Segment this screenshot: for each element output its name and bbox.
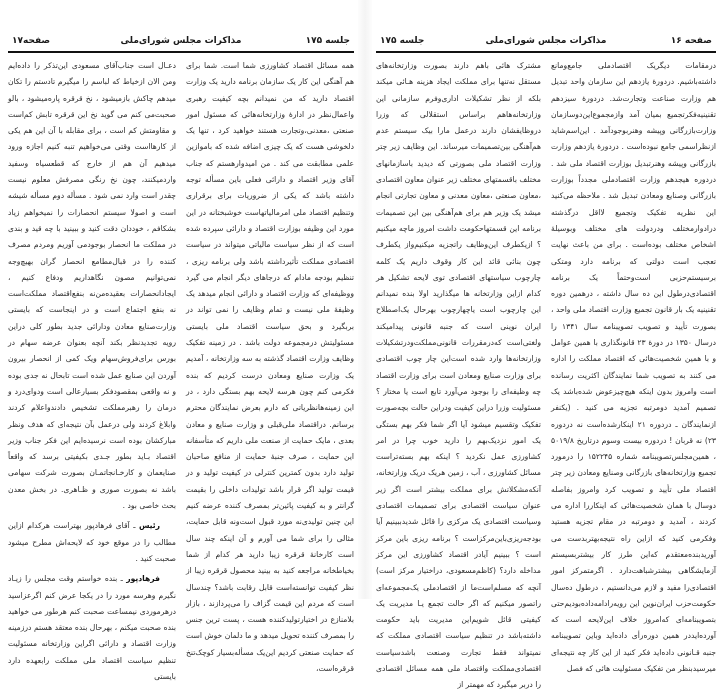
running-title: مذاکرات مجلس شورای‌ملی [485,36,607,46]
paragraph: درمقامات دیگریک اقتصادملی جامع‌ومانع داشته‌باشیم. دردورهٔ یازدهم این سازمان واحد تبدیل هم وزارت صناعت وتجارت‌شد. دردورهٔ سیزدهم تقنینیه‌فکرتجمیع بمیان آمد وازمجموع‌این‌دوسازمان وزارت‌بازرگانی وپیشه وهنربوجودآمد . این‌اسم‌شاید ازنظراسمی جامع نبوده‌است . دردورهٔ یازدهم وزارت بازرگانی وپیشه وهنرتبدیل بوزارت اقتصاد ملی شد . دردوره هیجدهم وزارت اقتصادملی مجدداً بوزارت بازرگانی وصنایع ومعادن تبدیل شد . ملاحظه می‌کنید این نظریه تفکیک وتجمیع لااقل درگذشته درادوارمختلف ودردولت های مختلف وبوسیلهٔ اشخاص مختلف بوده‌است . برای من باعث نهایت تعجب است دولتی که برنامه دارد ومتکی برسیستم‌حزبی است‌وحتماً یک برنامه اقتصادی‌درطول این ده سال داشته ، درهمین دوره تقنینیه یک بار قانون تجمیع وزارت اقتصاد ملی واحد ، بصورت تأیید و تصویب تصویبنامه سال ۱۳۴۱ را درسال ۱۳۵۰ در دورهٔ ۲۳ قانونگذاری با همین عوامل و با همین شخصیت‌هائی که اقتصاد مملکت را اداره می کنند به تصویب شما نمایندگان اکثریت رسانده است وامروز بدون اینکه هیچ‌چیزعوض شده‌باشد یک تصمیم آمدید دومرتبه تجزیه می کنید . (یکنفر ازنمایندگان ـ دردوره ۲۱ اینکارشده‌است نه دردوره ۲۳) نه قربان ! دردوره بیست وسوم درتاریخ ۵۰۱۹/۸ ، همین‌مجلس‌تصویبنامه شماره ۱۵۲۲۴۵ را درمورد تجمیع وزارتخانه‌های بازرگانی وصنایع ومعادن زیر چتر اقتصاد ملی تأیید و تصویب کرد وامروز بفاصله دوسال با همان شخصیت‌هائی که اینکاررا اداره می کردند ، آمدید و دومرتبه در مقام تجزیه هستید وفکرمی کنید که ازاین راه نتیجه‌بهتربدست می آوریدبنده‌معتقدم که‌این طرز کار بیشتربسیستم آزمایشگاهی بیشترشباهت‌دارد . اگرمتمرکز امور اقتصادی‌را مفید و لازم می‌دانستیم ، درطول ده‌سال حکومت‌حزب ایران‌نوین این رویه‌رادامه‌داده‌بودیم‌حتی بتصویبنامه‌ای که‌امروز خلاف این‌لایحه است که آورده‌اید‌در همین دوره‌رأی داده‌اید وباین تصویبنامه جنبه قـانونی داده‌اید فکر کنید از این کار چه نتیجه‌ای میرسید‌بنظر من تفکیک مسئولیت هائی که فصل [551,61,716,673]
paragraph: همه مسائل اقتصاد کشاورزی شما است. شما برای هم آهنگی این کار یک سازمان برنامه دارید یک وزارت اقتصاد دارید که من نمیدانم بچه کیفیت رهبری واعمال‌نظر در ادارهٔ وزارتخانه‌هائی که مسئول امور صنعتی ،معدنی،وتجارت هستند خواهید کرد ، تنها یک دلخوشی هست که یک چیزی اضافه شده که باموازین علمی مطابقت می کند . من امیدوارهستم که جناب آقای وزیر اقتصاد و دارائی فعلی باین مسأله توجه داشته باشد که یکی از ضروریات برای برقراری وتنظیم اقتصاد ملی امرمالیاتهاست خوشبختانه در این مورد این وظیفه بوزارت اقتصاد و دارائی سپرده شده است که از نظر سیاست مالیاتی میتواند در سیاست اقتصادی مملکت تأثیرداشته باشد ولی برنامه ریزی ، تنظیم بودجه مادام که درجاهای دیگر انجام می گیرد ووظیفه‌ای که وزارت اقتصاد و دارائی انجام میدهد یک وظیفهٔ ملی نیست و تمام وظایف را نمی تواند در بربگیرد و بحق سیاست اقتصاد ملی بایستی مسئولیتش درمجموعه دولت باشد . در زمینه تفکیک وظایف وزارت اقتصاد گذشته به سه وزارتخانه ، آمدیم یک وزارت صنایع ومعادن درست کردیم که بنده فکرمی کنم چون هرسه لایحه بهم بستگی دارد ، در این زمینه‌هانظرياتی که دارم بعرض نمایندگان محترم برسانم. دراقتصاد ملی‌قبلی و وزارت صنایع و معادن بعدی ، مایک حمایت از صنعت ملی داریم که متأسفانه این حمایت ، صرف جنبهٔ حمایت از منافع صاحبان تولید دارد بدون کمترین کنترلی در کیفیت تولید و در قیمت تولید اگر قرار باشد تولیدات داخلی را بقیمت گرانتر و به کیفیت پائین‌تر بمصرف کننده عرضه کنیم این چنین تولیدی‌نه مورد قبول است‌ونه قابل حمایت، مثالی را برای شما می آورم و آن اینکه چند سال است کارخانهٔ قرقره زیبا دارید هر کدام از شما بخیاطخانه مراجعه کنید به بینید محصول قرقره زیبا از نظر کیفیت توانسته‌است قابل رقابت باشد؟ چندسال است که مردم این قیمت گزاف را می‌پردازند ، بازار بلامنازع در اختیارتولیدکننده هست ، پست ترین جنس را بمصرف کننده تحویل میدهد و ما دلمان خوش است که حمایت صنعتی کردیم این‌یک مسأله‌بسیار کوچک‌تنخ قرقره‌است، [186,61,354,673]
column-right [186,58,354,673]
column-left [8,58,176,681]
session-number: جلسه ۱۷۵ [305,36,350,46]
speaker-exchange [8,571,176,685]
page-16 [376,0,716,690]
speech-text: ـ آقای فرهادپور بهتراست هرکدام ازاین مطالب را در موقع خود که لایحه‌اش مطرح میشود صحبت کنید . [8,521,176,563]
column-right [551,58,716,673]
page-number: صفحه ۱۶ [670,36,712,46]
session-number: جلسه ۱۷۵ [380,36,425,46]
header-rule [376,51,716,53]
page-header [376,34,716,50]
paragraph: دعـال است جناب‌آقای مسعودی این‌تذکر را داده‌ایم ومن الان ازخیاط که لباسم را میگیرم تادستم را تکان میدهم چاکش بازمیشود ، نخ قرقره پاره‌میشود ، بالو صحبت‌می کنم می گوید نخ این قرقره تابش کم‌است و مقاومتش کم است ، برای مقابله با آن این هم یکی از کارهااست وقتی می‌خواهیم تنبه کنیم اجازه ورود میدهیم آن هم از خارج که قطعسیاه وسفید واردمیکنند، چون نخ رنگی مصرفش معلوم نیست چقدر است وارد نمی شود . مسأله دوم مسأله شیشه است و اصولا سیستم انحصارات را نمیخواهم زیاد بشکافم ، خوددان دقت کنید و ببینید با چه قید و بندی در مملکت ما انحصار بوجودمی آوریم ومردم مصرف کننده را در قبال‌مطامع انحصار گران بهیچ‌وجه نمی‌توانیم مصون نگاهداریم ودفاع کنیم ، ایجادانحصارات بعقیده‌من‌نه بنفع‌اقتصاد مملکت‌است نه بنفع اجتماع است و در اینجاست که بایستی وزارت‌صنایع معادن ودارائی جدید بطور کلی دراین رویه تجدیدنظر بکند آنچه بعنوان عرضه سهام در بورس برای‌فروش‌سهام ویک کمی از انحصار بیرون آوردن این صنایع عمل شده است تابحال نه جدی بوده و نه واقعی بمقصودفکر بسیارعالی است ودوای‌درد و درمان را رهبرمملکت تشخیص دادندواعلام کردند وابلاغ کردند ولی درعمل بآن نتیجه‌ای که هدف ونظر مبارکشان بوده است نرسیده‌ایم این فکر جناب وزیر اقتصاد بـاید بطور جـدی بکیفیتی برسد که واقعاً صنایعمان و کارخـانجاتمـان بصورت شرکت سهامی باشد نه بصورت صوری و ظـاهری. در بخش معدن بحث خاصی بود . [8,61,176,511]
page-17 [8,0,354,681]
page-header [8,34,354,50]
running-title: مذاکرات مجلس شورای‌ملی [120,36,242,46]
speech-text: ـ بنده خواستم وقت مجلس را زیـاد نگیرم وهرسه مورد را در یکجا عرض کنم اگرعزاسید درهرموردی نیمساعت صحبت کنم هرطور می خواهید بنده صحبت میکنم ، بهرحال بنده معتقد هستم درزمینه وزارت اقتصاد و دارائی اگراین وزارتخانه مسئولیت تنظیم سیاست اقتصاد ملی مملکت رابعهده دارد بایستی [8,574,176,681]
speaker-exchange [8,518,176,567]
page-number: صفحه۱۷ [12,36,51,46]
speaker-name: رئیس [138,521,160,531]
column-left [376,58,541,690]
text-columns [376,58,716,690]
speaker-name: فرهادپور [126,574,160,584]
paragraph: مشترک هائی باهم دارند بصورت وزارتخانه‌های مستقل نه‌تنها برای مملکت ایجاد هزینه هـائی میکند بلکه از نظر تشکیلات اداری‌وفرم سازمانی این وزارتخانه‌هاهم براساس استقلالی که وزرا دروظایفشان دارند درعمل مارا بیک سیستم عدم هم‌آهنگی بین‌تصمیمات میرساند. این وظایف زیر چتر وزارت اقتصاد ملی بصورتی که دیدید باسازمانهای مختلف باقسمتهای مختلف زیر عنوان معاون اقتصادی ،معاون صنعتی ،معاون معدنی و معاون تجارتی انجام میشد یک وزیر هم برای هم‌آهنگی بین این تصمیمات برنامه این قسمتهاحکومت داشت امروز ماچه میکنیم ؟ ازیکطرف این‌وظایف راتجزیه میکنیم‌واز یکطرف چون بنائی قائد این کار وقوف داریم یک کلمه چارچوب سیاستهای اقتصادی توی لایحه تشکیل هر کدام ازاین وزارتخانه ها میگذارید اولا بنده نمیدانم این چارچوب است یاچهارچوب بهرحال یک‌اصطلاح ایران نوینی است که جنبه قانونی پیدامیکند ولغتی‌است که‌درمقررات قانونی‌مملکت‌ودرتشکیلات وزارتخانه‌ها وارد شده است‌این چار چوب اقتصادی برای وزارت صنایع ومعادن است برای وزارت اقتصاد چه وظیفه‌ای را بوجود مي‌آورد تابع است یا مختار ؟ مسئولیت وزرا دراین کیفیت ودراین حالت بچه‌صورت تفکیک وتقسیم میشود آیا اگر شما فکر بهم بستگی یک امور نزدیک‌بهم را دارید خوب چرا در امر کشاورزی عمل نکردید ؟ اینکه بهم بسته‌تراست مسائل کشاورزی ، آب ، زمین هریک دریک وزارتخانه، آنکه‌مشکلاتش برای مملکت بیشتر است اگر زیر عنوان سیاست اقتصادی برای تصمیمات اقتصادی وسیاست اقتصادی یک مرکزی را قائل شدیدببینیم آیا بودجه‌ریزی‌باین‌مرکز‌است ؟ برنامه ریزی باین مرکز است ؟ ببینیم آیادر اقتصاد کشاورزی این مرکز مداخله دارد؟ (کاظم‌مسعودی، دراختیار مرکز است) آنچه که مسلم‌است‌ما از اقتصادملی یک‌مجموعه‌ای راتصور میکنیم که اگر حالت تجمع یـا مدیریت یک کیفیتی قائل شویم‌این مدیریت باید حکومت داشته‌باشد در تنظیم سیاست اقتصادی مملکت که نمیتواند فقط تجارت وصنعت باشدسیاست اقتصادی‌مملکت واقتصاد ملی همه مسائل اقتصادی را دربر میگیرد که مهمتر از [376,61,541,690]
page-gutter [358,0,372,599]
header-rule [8,51,354,53]
text-columns [8,58,354,681]
